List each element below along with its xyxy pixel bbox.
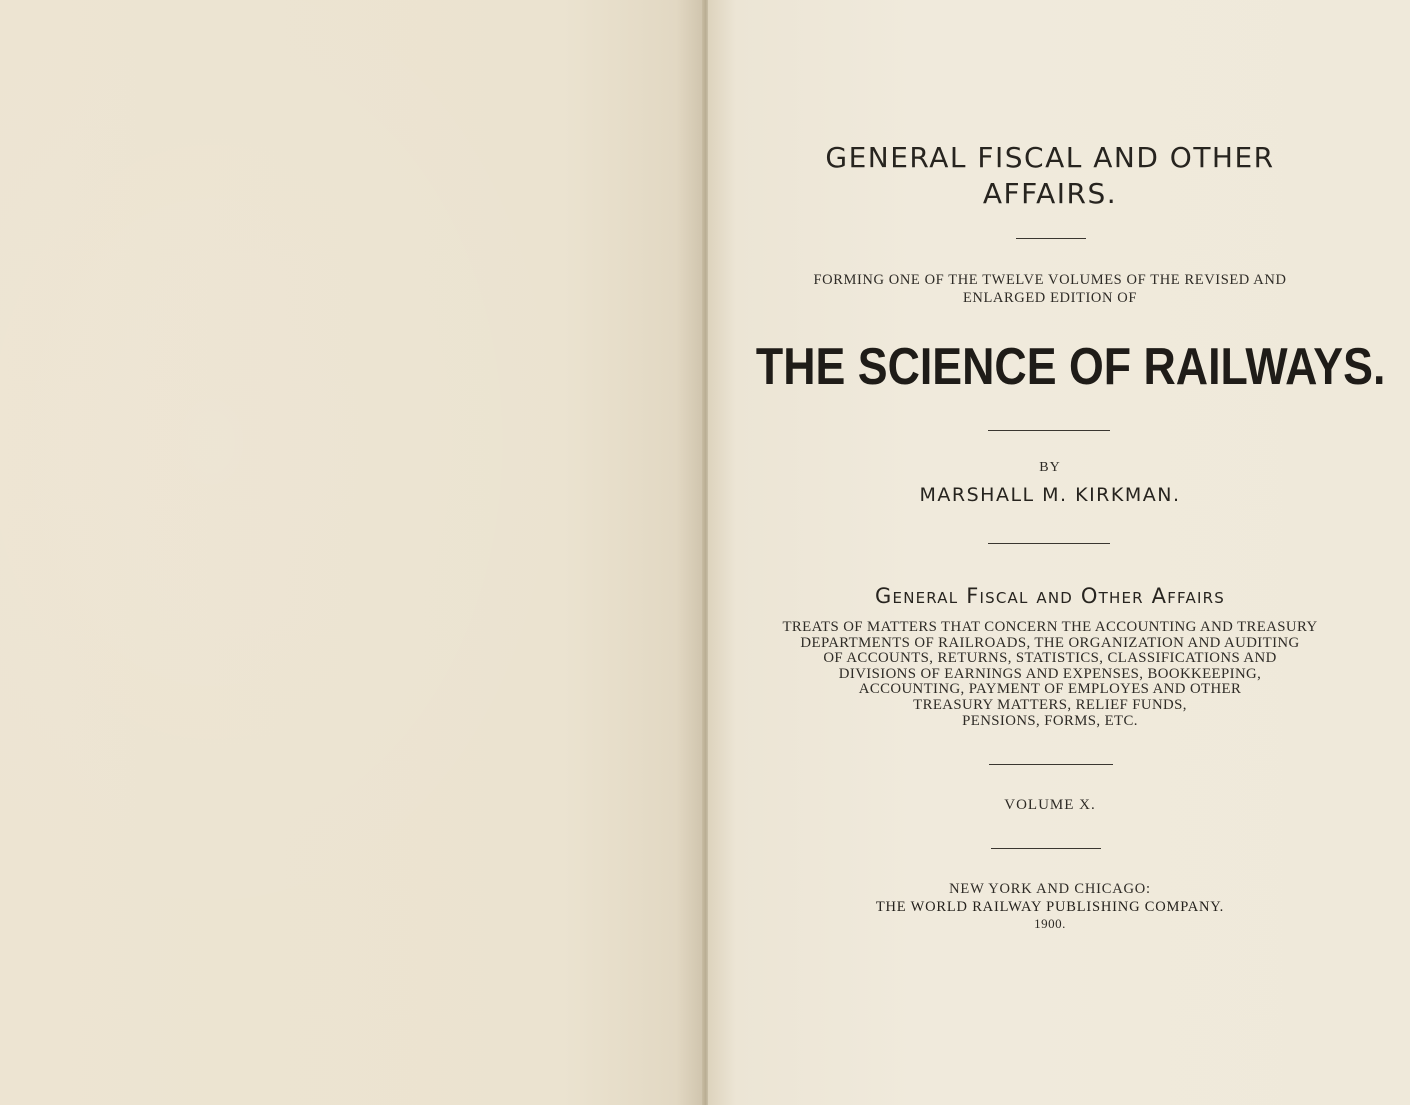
edition-note-line-2: ENLARGED EDITION OF (962, 290, 1138, 306)
description-line: OF ACCOUNTS, RETURNS, STATISTICS, CLASSIFICATIONS AND (823, 650, 1277, 667)
description-line: DIVISIONS OF EARNINGS AND EXPENSES, BOOKKEEPING, (838, 665, 1262, 682)
divider-rule (1016, 238, 1086, 239)
publication-year: 1900. (1034, 916, 1066, 931)
volume-title-line-2: AFFAIRS. (982, 177, 1118, 210)
subject-description (708, 620, 1392, 729)
description-line: DEPARTMENTS OF RAILROADS, THE ORGANIZATION AND AUDITING (800, 634, 1300, 651)
publication-place: NEW YORK AND CHICAGO: (949, 881, 1151, 897)
by-label: BY (1039, 460, 1061, 475)
blank-left-page (0, 0, 704, 1105)
title-page (708, 0, 1410, 1105)
divider-rule (989, 764, 1113, 765)
subject-heading: General Fiscal and Other Affairs (875, 584, 1225, 608)
edition-note (708, 271, 1392, 307)
edition-note-line-1: FORMING ONE OF THE TWELVE VOLUMES OF THE REVISED AND (813, 272, 1287, 288)
divider-rule (988, 543, 1110, 544)
volume-number: VOLUME X. (1004, 797, 1096, 813)
series-title: THE SCIENCE OF RAILWAYS. (755, 338, 1386, 396)
divider-rule (991, 848, 1101, 849)
description-line: TREASURY MATTERS, RELIEF FUNDS, (913, 696, 1187, 713)
description-line: ACCOUNTING, PAYMENT OF EMPLOYES AND OTHER (858, 681, 1242, 698)
volume-title-line-1: GENERAL FISCAL AND OTHER (825, 141, 1275, 174)
divider-rule (988, 430, 1110, 431)
author-name: MARSHALL M. KIRKMAN. (919, 484, 1181, 506)
description-line: PENSIONS, FORMS, ETC. (962, 712, 1138, 729)
description-line: TREATS OF MATTERS THAT CONCERN THE ACCOUNTING AND TREASURY (782, 619, 1318, 635)
publisher-name: THE WORLD RAILWAY PUBLISHING COMPANY. (875, 899, 1225, 915)
volume-title (708, 140, 1392, 212)
